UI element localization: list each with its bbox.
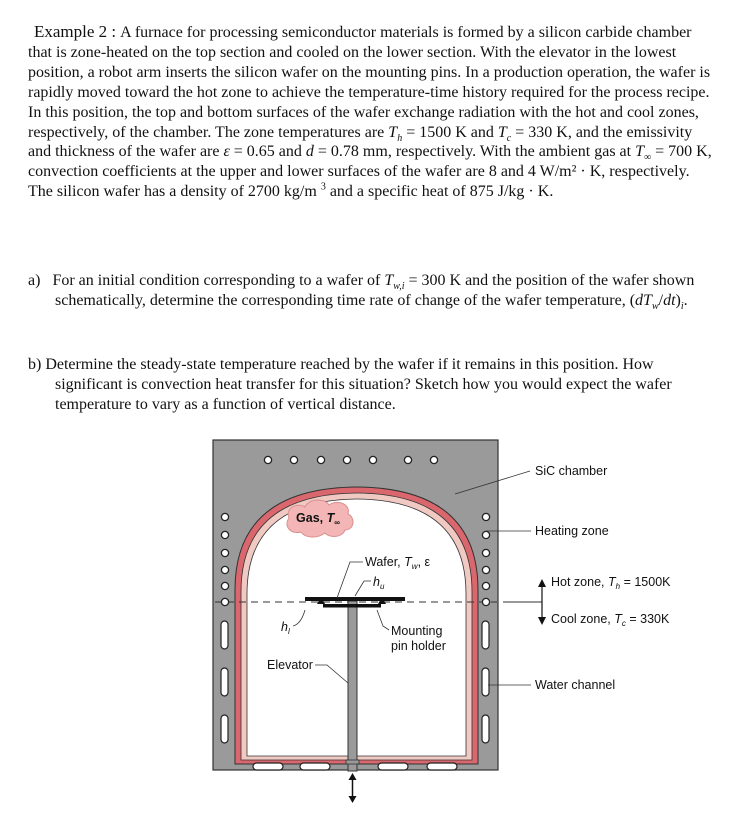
th-value: = 1500 K and	[406, 123, 494, 141]
wafer	[305, 597, 405, 601]
elevator-collar	[346, 760, 359, 764]
density-tail: and a specific heat of 875 J/kg · K.	[329, 183, 554, 201]
gas-label: Gas,	[296, 511, 324, 525]
heating-zone-label: Heating zone	[535, 524, 609, 538]
wafer-label-group: Wafer, $T_w$, ε	[365, 555, 431, 571]
cool-zone-group: Cool zone, $T_c = 330K$	[551, 612, 670, 628]
water-channel-label: Water channel	[535, 678, 616, 692]
tc-value: = 330 K, and the emissivity and thickness of the wafer are	[28, 123, 693, 161]
elevator-label: Elevator	[267, 658, 313, 672]
problem-statement: Example 2 : A furnace for processing semiconductor materials is formed by a silicon carbide chamber that is zone-heated on the top section and cooled on the lower section. With the elevator in the lowest position, a robot arm inserts the silicon wafer on the mounting pins. In a production operation, the wafer is rapidly moved toward the hot zone to achieve the temperature-time history required for the process recipe. In this position, the top and bottom surfaces of the wafer exchange radiation with the hot and cool zones, respectively, of the chamber. The zone temperatures are $T_h = 1500$ K and $T_c = 330$ K, and the emissivity and thickness of the wafer are ε = 0.65 and d = 0.78 mm, respectively. With the ambient gas at $T_\infty = 700$ K, convection coefficients at the upper and lower surfaces of the wafer are 8 and 4 W/m² · K, respectively. The silicon wafer has a density of 2700 kg/m $^3$ and a specific heat of 875 J/kg · K.	[28, 22, 712, 201]
cool-zone-label: Cool zone,	[551, 612, 611, 626]
mounting-label-1: Mounting	[391, 624, 443, 638]
example-label: Example 2 :	[34, 22, 117, 41]
svg-text:Gas, T∞: Gas, $T_\infty$	[296, 511, 340, 527]
sic-chamber-label: SiC chamber	[535, 464, 608, 478]
part-b	[28, 355, 718, 414]
d-value: = 0.78 mm, respectively. With the ambient gas at	[317, 143, 632, 161]
part-a: a) For an initial condition corresponding to a wafer of $T_{w,i} = 300$ K and the position of the wafer shown schematically, determine the corresponding time rate of change of the wafer temperature, $(dT_w/dt)_i$.	[28, 272, 695, 312]
hot-zone-value: = 1500K	[623, 575, 671, 589]
mounting-label-2: pin holder	[391, 639, 446, 653]
elevator-motion-arrow	[349, 773, 357, 803]
part-b-text: Determine the steady-state temperature reached by the wafer if it remains in this position. How significant is convection heat transfer for this situation? Sketch how you would expect the wafer temperature to vary as a function of vertical distance.	[45, 356, 672, 413]
part-a-text-2: = 300 K and the position of the wafer shown schematically, determine the corresponding time rate of change of the wafer temperature,	[55, 272, 695, 309]
water-channels-left	[221, 621, 228, 743]
hot-zone-group: Hot zone, $T_h = 1500K$	[551, 575, 671, 591]
cool-zone-value: = 330K	[629, 612, 670, 626]
part-b-prefix: b)	[28, 356, 42, 373]
gas-cloud	[287, 500, 353, 537]
part-a-text-1: For an initial condition corresponding to a wafer of	[52, 272, 381, 289]
elevator-shaft	[348, 601, 357, 771]
wafer-label: Wafer,	[365, 555, 401, 569]
water-channels-right	[482, 621, 489, 743]
hot-zone-label: Hot zone,	[551, 575, 605, 589]
hl-label: $h_l$	[281, 620, 290, 636]
tinf-value: = 700 K, convection coefficients at the upper and lower surfaces of the wafer are 8 and 4 W/m² · K, respectively. The silicon wafer has a density of 2700 kg/m	[28, 143, 712, 201]
hu-label: $h_u$	[373, 575, 385, 591]
furnace-diagram	[205, 438, 705, 830]
part-a-prefix: a)	[28, 272, 41, 289]
eps-value: = 0.65 and	[233, 143, 302, 161]
problem-intro: A furnace for processing semiconductor materials is formed by a silicon carbide chamber that is zone-heated on the top section and cooled on the lower section. With the elevator in the lowest position, a robot arm inserts the silicon wafer on the mounting pins. In a production operation, the wafer is rapidly moved toward the hot zone to achieve the temperature-time history required for the process recipe. In this position, the top and bottom surfaces of the wafer exchange radiation with the hot and cool zones, respectively, of the chamber. The zone temperatures are	[28, 24, 711, 141]
mounting-pin-holder	[323, 604, 381, 608]
